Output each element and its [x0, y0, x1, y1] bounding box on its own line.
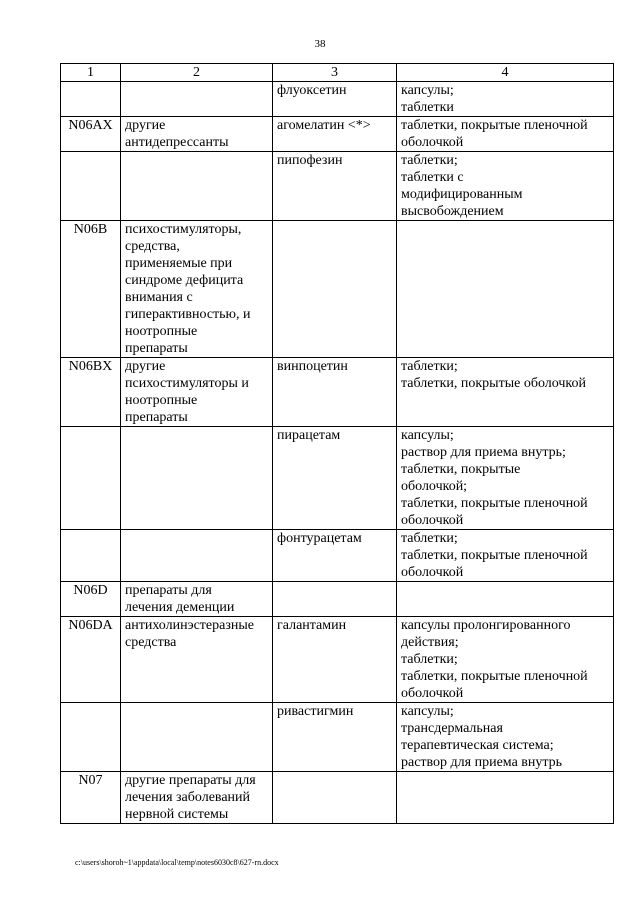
dosage-form-line: раствор для приема внутрь;: [401, 445, 566, 460]
group-cell: [121, 117, 273, 152]
atc-code-cell: [61, 530, 121, 582]
group-cell: [121, 772, 273, 824]
group-line: ноотропные: [125, 393, 198, 408]
drug-name-cell: ривастигмин: [273, 703, 397, 772]
dosage-forms-cell: [397, 427, 614, 530]
dosage-form-line: капсулы;: [401, 704, 454, 719]
dosage-form-line: таблетки с: [401, 170, 464, 185]
table-row: [61, 152, 614, 221]
drug-name-cell: пирацетам: [273, 427, 397, 530]
dosage-form-line: капсулы;: [401, 428, 454, 443]
drug-name-cell: [273, 221, 397, 358]
group-line: другие препараты для: [125, 773, 256, 788]
atc-code-cell: [61, 427, 121, 530]
group-cell: [121, 530, 273, 582]
column-header-2: 2: [121, 64, 273, 82]
dosage-form-line: таблетки, покрытые пленочной: [401, 669, 588, 684]
dosage-form-line: оболочкой: [401, 135, 464, 150]
group-line: лечения деменции: [125, 600, 235, 615]
dosage-form-line: оболочкой;: [401, 479, 468, 494]
group-cell: [121, 152, 273, 221]
group-line: другие: [125, 359, 166, 374]
group-line: применяемые при: [125, 256, 233, 271]
table-row: [61, 221, 614, 358]
table-row: [61, 617, 614, 703]
group-cell: [121, 221, 273, 358]
drug-name-cell: [273, 772, 397, 824]
table-row: [61, 772, 614, 824]
dosage-form-line: модифицированным: [401, 187, 523, 202]
dosage-form-line: оболочкой: [401, 686, 464, 701]
dosage-form-line: таблетки;: [401, 531, 458, 546]
group-line: психостимуляторы,: [125, 222, 242, 237]
table-row: [61, 427, 614, 530]
group-line: лечения заболеваний: [125, 790, 251, 805]
group-cell: [121, 617, 273, 703]
group-line: антидепрессанты: [125, 135, 229, 150]
group-line: нервной системы: [125, 807, 229, 822]
dosage-forms-cell: [397, 117, 614, 152]
group-cell: [121, 703, 273, 772]
drug-table: [60, 63, 614, 824]
group-cell: [121, 427, 273, 530]
table-row: [61, 582, 614, 617]
dosage-form-line: таблетки: [401, 100, 454, 115]
dosage-forms-cell: [397, 617, 614, 703]
group-line: средства: [125, 635, 177, 650]
group-line: средства,: [125, 239, 180, 254]
group-line: синдроме дефицита: [125, 273, 244, 288]
drug-name-cell: [273, 582, 397, 617]
table-row: [61, 703, 614, 772]
table-row: [61, 530, 614, 582]
atc-code-cell: N06B: [61, 221, 121, 358]
atc-code-cell: N07: [61, 772, 121, 824]
dosage-form-line: таблетки, покрытые пленочной: [401, 548, 588, 563]
dosage-form-line: таблетки;: [401, 652, 458, 667]
dosage-form-line: оболочкой: [401, 513, 464, 528]
table-row: [61, 117, 614, 152]
dosage-forms-cell: [397, 152, 614, 221]
table-body: [61, 82, 614, 824]
group-cell: [121, 582, 273, 617]
group-line: ноотропные: [125, 324, 198, 339]
atc-code-cell: N06AX: [61, 117, 121, 152]
dosage-form-line: таблетки;: [401, 359, 458, 374]
page-number: 38: [314, 38, 326, 50]
drug-name-cell: галантамин: [273, 617, 397, 703]
footer-file-path: c:\users\shoroh~1\appdata\local\temp\notes6030c8\627-rn.docx: [75, 858, 279, 867]
dosage-form-line: таблетки, покрытые: [401, 462, 521, 477]
dosage-form-line: капсулы;: [401, 83, 454, 98]
column-header-3: 3: [273, 64, 397, 82]
column-header-4: 4: [397, 64, 614, 82]
dosage-forms-cell: [397, 530, 614, 582]
table-row: [61, 82, 614, 117]
dosage-form-line: таблетки, покрытые пленочной: [401, 496, 588, 511]
drug-name-cell: винпоцетин: [273, 358, 397, 427]
atc-code-cell: N06D: [61, 582, 121, 617]
drug-name-cell: пипофезин: [273, 152, 397, 221]
drug-name-cell: фонтурацетам: [273, 530, 397, 582]
dosage-form-line: трансдермальная: [401, 721, 503, 736]
atc-code-cell: [61, 82, 121, 117]
dosage-forms-cell: [397, 82, 614, 117]
dosage-forms-cell: [397, 703, 614, 772]
dosage-form-line: раствор для приема внутрь: [401, 755, 563, 770]
dosage-form-line: действия;: [401, 635, 459, 650]
dosage-forms-cell: [397, 358, 614, 427]
group-line: препараты: [125, 410, 188, 425]
dosage-form-line: таблетки, покрытые пленочной: [401, 118, 588, 133]
dosage-form-line: капсулы пролонгированного: [401, 618, 571, 633]
group-line: другие: [125, 118, 166, 133]
table-row: [61, 358, 614, 427]
dosage-form-line: терапевтическая система;: [401, 738, 554, 753]
group-cell: [121, 82, 273, 117]
group-line: внимания с: [125, 290, 193, 305]
drug-name-cell: флуоксетин: [273, 82, 397, 117]
column-header-1: 1: [61, 64, 121, 82]
table-header-row: [61, 64, 614, 82]
atc-code-cell: [61, 152, 121, 221]
dosage-forms-cell: [397, 772, 614, 824]
dosage-forms-cell: [397, 582, 614, 617]
dosage-forms-cell: [397, 221, 614, 358]
dosage-form-line: высвобождением: [401, 204, 504, 219]
group-line: психостимуляторы и: [125, 376, 249, 391]
atc-code-cell: N06DA: [61, 617, 121, 703]
atc-code-cell: N06BX: [61, 358, 121, 427]
dosage-form-line: таблетки;: [401, 153, 458, 168]
group-line: препараты для: [125, 583, 212, 598]
group-line: гиперактивностью, и: [125, 307, 251, 322]
dosage-form-line: таблетки, покрытые оболочкой: [401, 376, 587, 391]
dosage-form-line: оболочкой: [401, 565, 464, 580]
group-line: препараты: [125, 341, 188, 356]
atc-code-cell: [61, 703, 121, 772]
group-line: антихолинэстеразные: [125, 618, 254, 633]
group-cell: [121, 358, 273, 427]
drug-name-cell: агомелатин <*>: [273, 117, 397, 152]
